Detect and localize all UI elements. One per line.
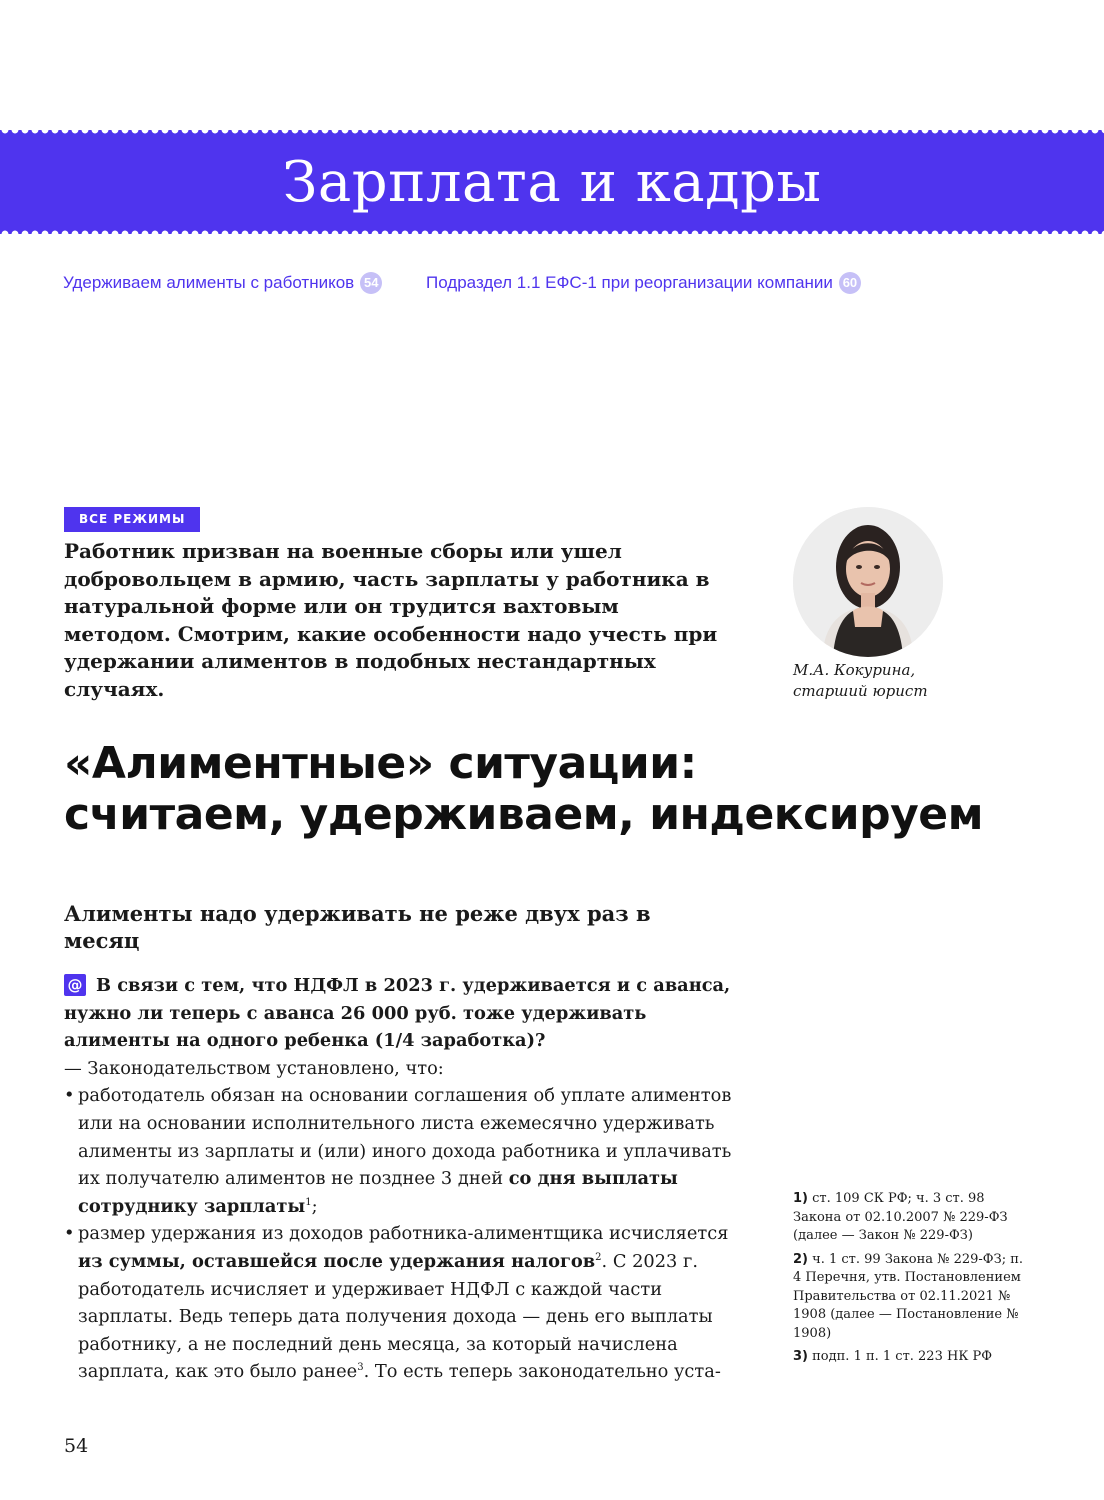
author-role: старший юрист <box>793 682 928 700</box>
list-item-tail: . То есть теперь законодательно уста- <box>363 1361 721 1383</box>
author-photo <box>793 507 943 657</box>
footnote-ref[interactable]: 1 <box>305 1196 312 1208</box>
lead-paragraph: Работник призван на военные сборы или ушел добровольцем в армию, часть зарплаты у работника в натуральной форме или он трудится вахтовым методом. Смотрим, какие особенности надо учесть при удержании алиментов в подобных нестандартных случаях. <box>64 539 718 701</box>
footnote <box>793 1348 1033 1367</box>
list-item-tail: ; <box>311 1195 318 1217</box>
list-item-tail: . С 2023 г. работодатель исчисляет и удерживает НДФЛ с каждой части зарплаты. Ведь теперь дата получения дохода — день его выплаты работнику, а не последний день месяца, за который начислена зарплата, как это было ранее <box>78 1250 713 1383</box>
footnote <box>793 1251 1033 1344</box>
regime-badge: ВСЕ РЕЖИМЫ <box>64 507 200 532</box>
article-subhead: Алименты надо удерживать не реже двух раз в месяц <box>64 901 651 953</box>
list-item-emphasis: из суммы, оставшейся после удержания налогов <box>78 1250 596 1272</box>
article-body <box>64 972 744 1386</box>
headline-line-2: считаем, удерживаем, индексируем <box>64 789 984 840</box>
at-sign-icon: @ <box>64 974 86 996</box>
list-item <box>64 1082 744 1220</box>
footnote-ref[interactable]: 2 <box>595 1252 602 1264</box>
author-name: М.А. Кокурина, <box>793 661 916 679</box>
footnote-text: ч. 1 ст. 99 Закона № 229-ФЗ; п. 4 Перечня, утв. Постановлением Правительства от 02.11.2021 № 1908 (далее — Постановление № 1908) <box>793 1251 1024 1341</box>
toc-link-label: Подраздел 1.1 ЕФС-1 при реорганизации компании <box>426 273 833 292</box>
list-item-text: размер удержания из доходов работника-алиментщика исчисляется <box>78 1223 729 1245</box>
toc-link-efs[interactable] <box>426 272 861 294</box>
toc-link-alimony[interactable] <box>63 272 382 294</box>
list-item-emphasis: со дня выплаты сотруднику зарплаты <box>78 1168 678 1217</box>
author-portrait-icon <box>793 507 943 657</box>
article-headline <box>64 738 1044 840</box>
toc-link-label: Удерживаем алименты с работников <box>63 273 355 292</box>
answer-intro: — Законодательством установлено, что: <box>64 1057 444 1079</box>
question-text: В связи с тем, что НДФЛ в 2023 г. удерживается и с аванса, нужно ли теперь с аванса 26 000 руб. тоже удерживать алименты на одного ребенка (1/4 заработка)? <box>64 975 731 1052</box>
section-banner <box>0 130 1104 234</box>
footnotes <box>793 1190 1033 1372</box>
footnote-ref[interactable]: 3 <box>357 1362 364 1374</box>
section-title: Зарплата и кадры <box>282 150 822 215</box>
headline-line-1: «Алиментные» ситуации: <box>64 738 697 789</box>
footnote-text: подп. 1 п. 1 ст. 223 НК РФ <box>812 1349 993 1364</box>
author-caption <box>793 660 928 702</box>
page-number: 54 <box>64 1435 89 1457</box>
footnote-text: ст. 109 СК РФ; ч. 3 ст. 98 Закона от 02.10.2007 № 229-ФЗ (далее — Закон № 229-ФЗ) <box>793 1191 1008 1243</box>
footnote-number: 3) <box>793 1349 808 1364</box>
toc-page-badge: 54 <box>360 272 382 294</box>
footnote-number: 2) <box>793 1251 808 1267</box>
footnote-number: 1) <box>793 1191 808 1206</box>
list-item <box>64 1220 744 1386</box>
list-item-text: работодатель обязан на основании соглашения об уплате алиментов или на основании исполнительного листа ежемесячно удерживать алименты из зарплаты и (или) иного дохода работника и уплачивать их получателю алиментов не позднее 3 дней <box>78 1085 732 1190</box>
answer-list <box>64 1082 744 1386</box>
toc-page-badge: 60 <box>839 272 861 294</box>
footnote <box>793 1190 1033 1246</box>
question-paragraph <box>64 972 744 1055</box>
